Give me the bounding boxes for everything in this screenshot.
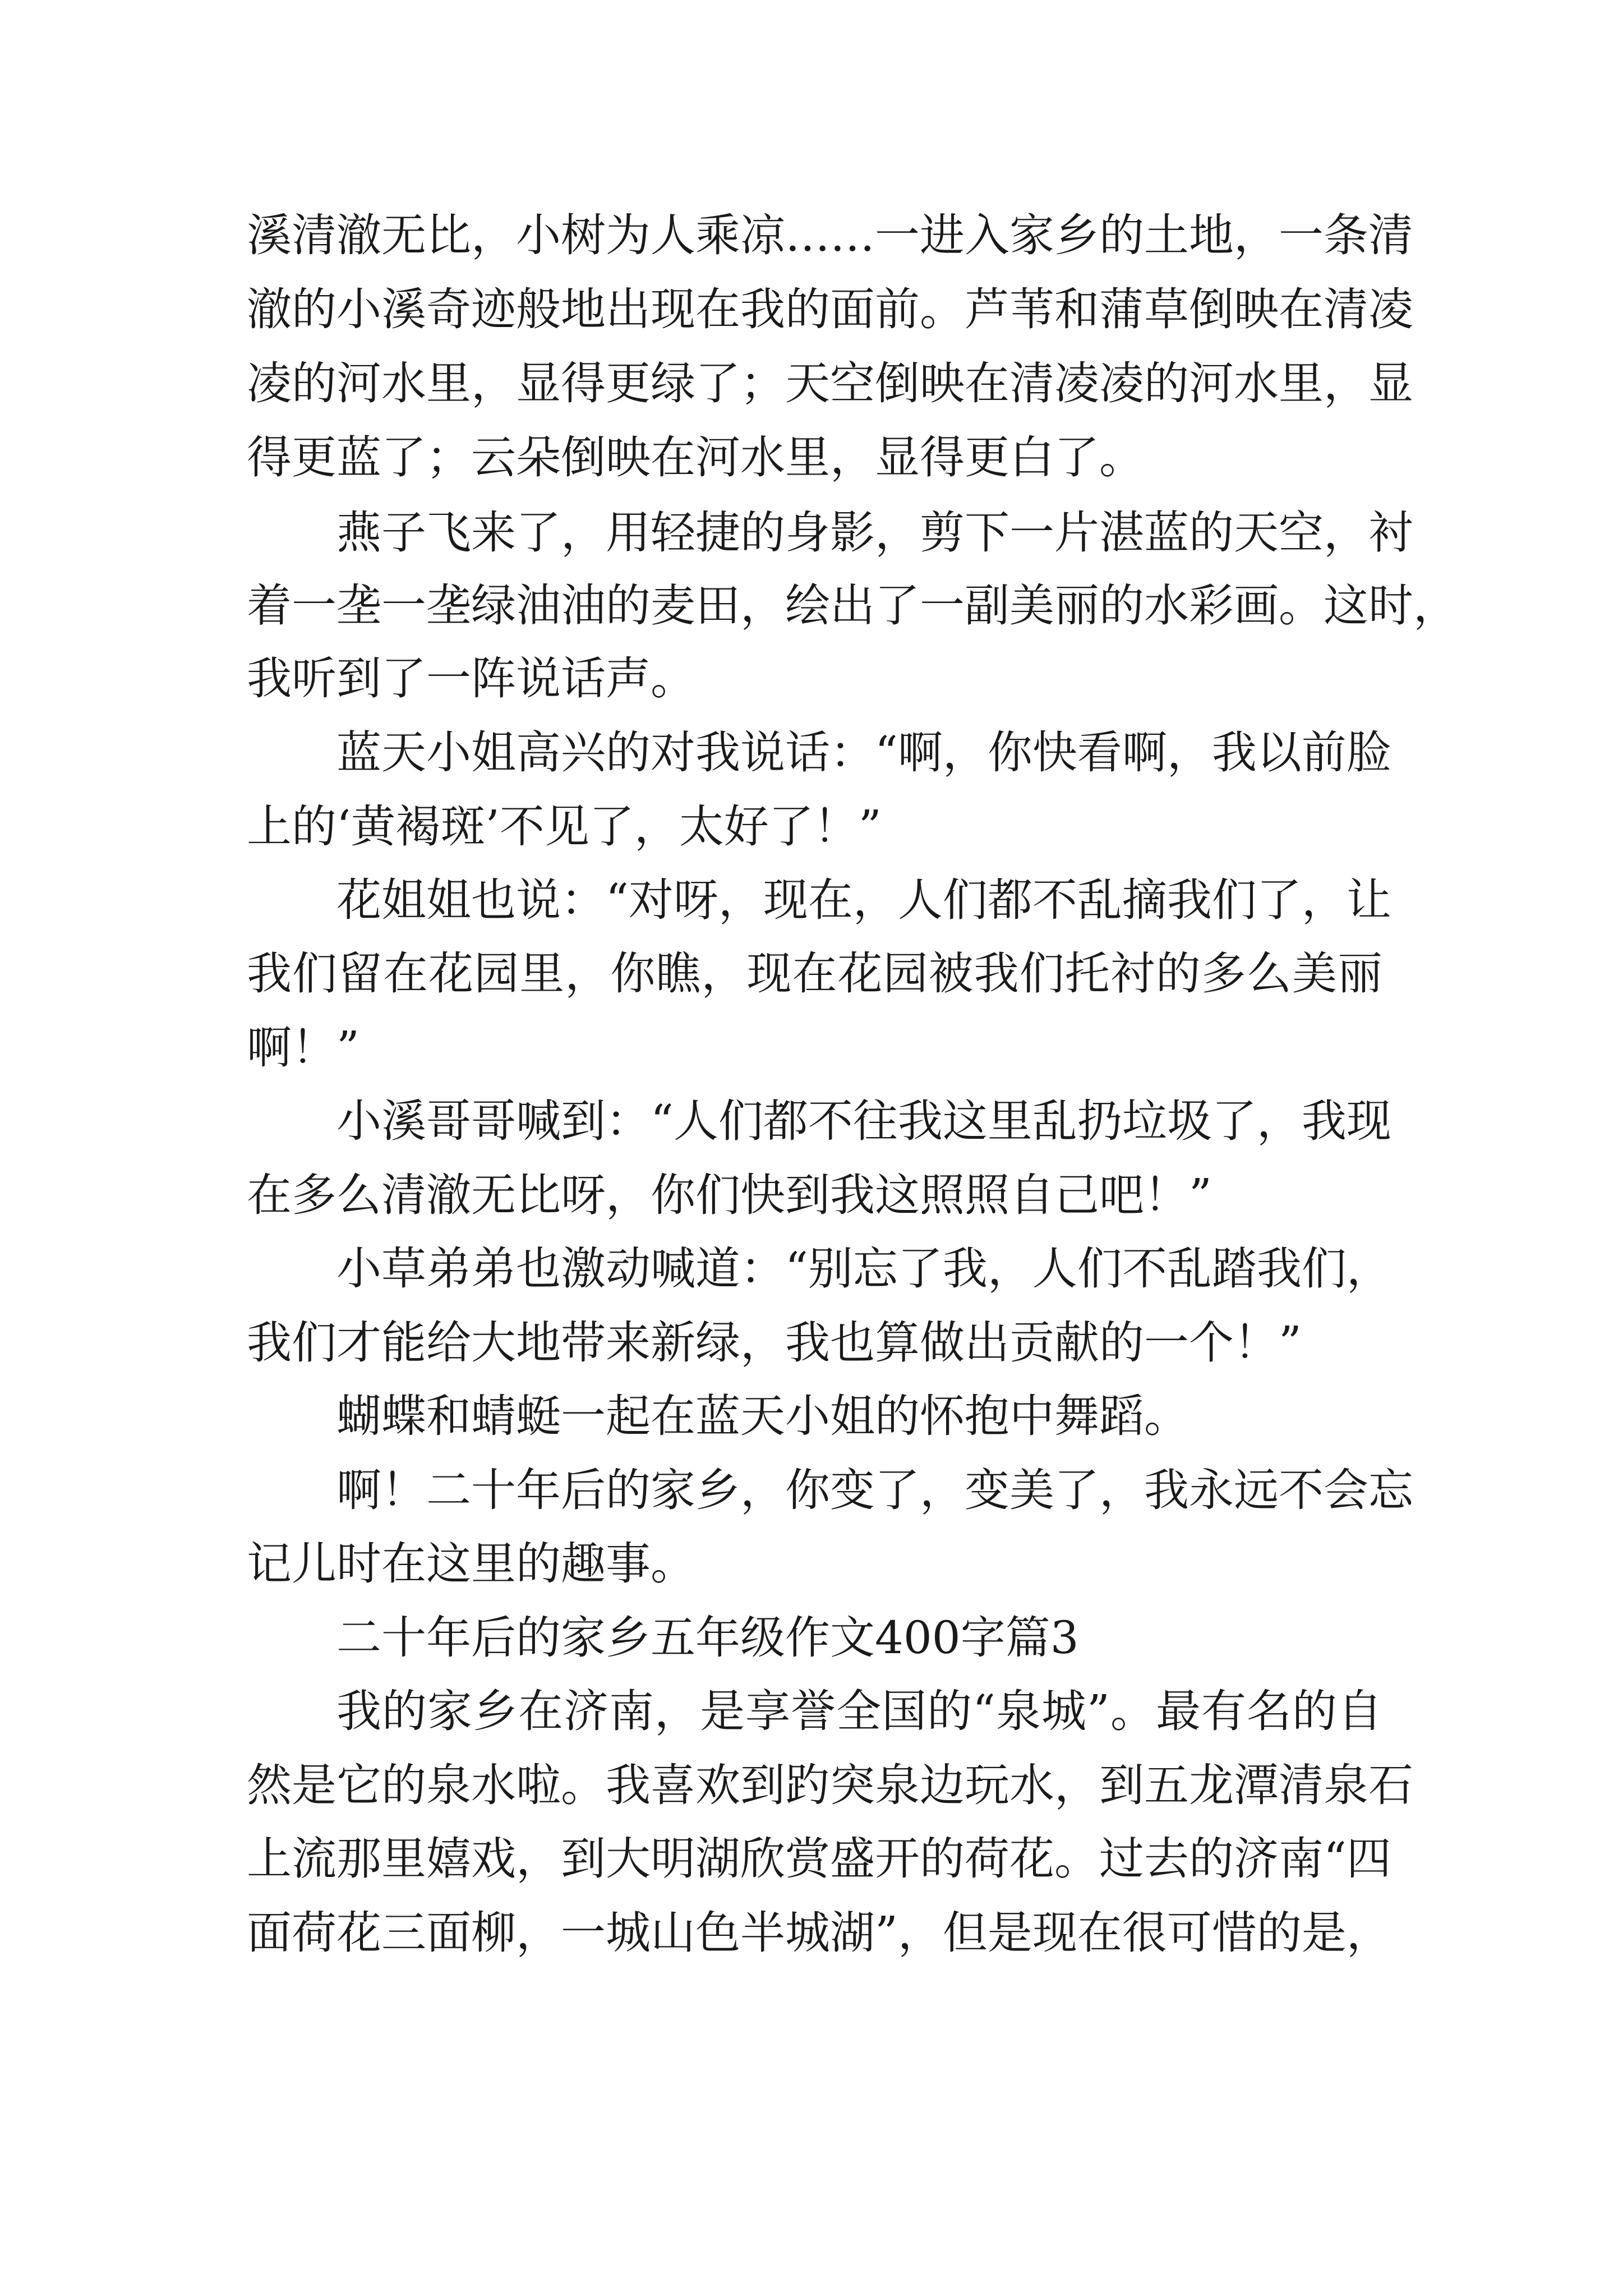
text-line: 澈的小溪奇迹般地出现在我的面前。芦苇和蒲草倒映在清凌	[247, 283, 1413, 335]
text-line: 记儿时在这里的趣事。	[247, 1538, 695, 1590]
text-line: 上的‘黄褐斑’不见了，太好了！”	[247, 800, 882, 853]
section-heading: 二十年后的家乡五年级作文400字篇3	[336, 1612, 1079, 1664]
text-line: 啊！二十年后的家乡，你变了，变美了，我永远不会忘	[336, 1464, 1413, 1516]
text-line: 小溪哥哥喊到：“人们都不往我这里乱扔垃圾了，我现	[336, 1095, 1391, 1147]
text-line: 得更蓝了；云朵倒映在河水里，显得更白了。	[247, 431, 1144, 484]
text-line: 我们才能给大地带来新绿，我也算做出贡献的一个！”	[247, 1317, 1302, 1369]
text-line: 我听到了一阵说话声。	[247, 652, 695, 705]
text-line: 凌的河水里，显得更绿了；天空倒映在清凌凌的河水里，显	[247, 357, 1413, 409]
text-line: 溪清澈无比，小树为人乘凉……一进入家乡的土地，一条清	[247, 209, 1413, 261]
text-line: 我的家乡在济南，是享誉全国的“泉城”。最有名的自	[336, 1685, 1382, 1737]
text-line: 蓝天小姐高兴的对我说话：“啊，你快看啊，我以前脸	[336, 726, 1391, 779]
text-line: 在多么清澈无比呀，你们快到我这照照自己吧！”	[247, 1169, 1212, 1221]
text-line: 上流那里嬉戏，到大明湖欣赏盛开的荷花。过去的济南“四	[247, 1833, 1391, 1885]
text-line: 着一垄一垄绿油油的麦田，绘出了一副美丽的水彩画。这时，	[247, 579, 1458, 632]
text-line: 啊！”	[247, 1022, 359, 1074]
text-line: 然是它的泉水啦。我喜欢到趵突泉边玩水，到五龙潭清泉石	[247, 1759, 1413, 1811]
text-line: 我们留在花园里，你瞧，现在花园被我们托衬的多么美丽	[247, 947, 1382, 1000]
text-line: 面荷花三面柳，一城山色半城湖”，但是现在很可惜的是，	[247, 1907, 1391, 1959]
text-line: 燕子飞来了，用轻捷的身影，剪下一片湛蓝的天空，衬	[336, 507, 1413, 559]
text-line: 蝴蝶和蜻蜓一起在蓝天小姐的怀抱中舞蹈。	[336, 1390, 1189, 1442]
text-line: 花姐姐也说：“对呀，现在，人们都不乱摘我们了，让	[336, 874, 1391, 926]
text-line: 小草弟弟也激动喊道：“别忘了我，人们不乱踏我们，	[336, 1243, 1391, 1295]
